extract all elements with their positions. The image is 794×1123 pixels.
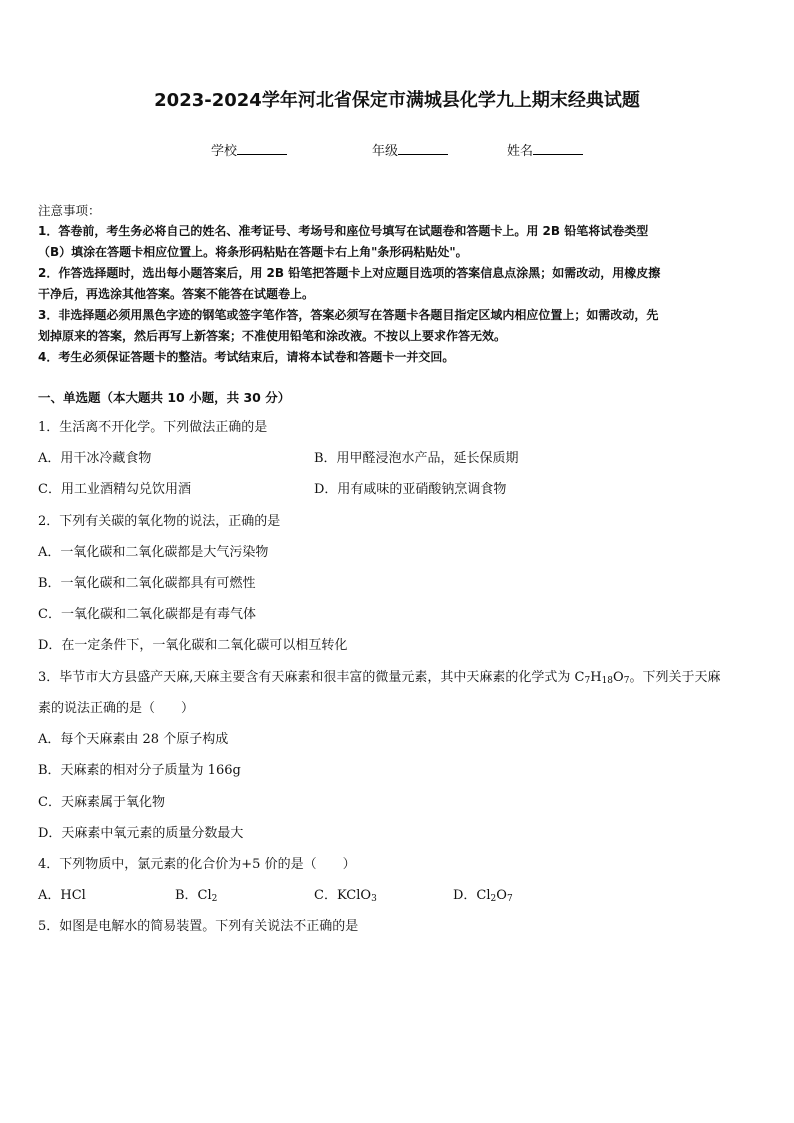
q3-formula [575,670,630,685]
q3-option-b[interactable]: B．天麻素的相对分子质量为 166g [38,763,241,778]
notice-line-6: 划掉原来的答案，然后再写上新答案；不准使用铅笔和涂改液。不按以上要求作答无效。 [38,329,507,343]
formula-o-sub: 7 [623,676,630,686]
q1-stem: 1．生活离不开化学。下列做法正确的是 [38,420,268,435]
q3-stem-line-2: 素的说法正确的是（ ） [38,701,195,716]
q3-option-d[interactable]: D．天麻素中氧元素的质量分数最大 [38,826,244,841]
formula-o: O [613,670,624,685]
q3-option-c[interactable]: C．天麻素属于氧化物 [38,795,165,810]
q4-d-sub2: 7 [506,894,513,904]
q4-option-c[interactable] [314,884,377,903]
q4-d-text: D．Cl [453,888,491,903]
notice-line-2: （B）填涂在答题卡相应位置上。将条形码粘贴在答题卡右上角"条形码粘贴处"。 [38,245,468,259]
q4-d-sub1: 2 [490,894,497,904]
q4-c-sub: 3 [371,894,377,904]
q4-option-b[interactable] [175,884,217,903]
q2-option-c[interactable]: C．一氧化碳和二氧化碳都是有毒气体 [38,607,256,622]
q5-stem: 5．如图是电解水的简易装置。下列有关说法不正确的是 [38,919,359,934]
formula-c-sub: 7 [584,676,591,686]
student-info-row [0,140,794,160]
grade-blank[interactable] [398,142,448,155]
school-field [211,140,287,159]
q2-option-b[interactable]: B．一氧化碳和二氧化碳都具有可燃性 [38,576,256,591]
formula-h-sub: 18 [601,676,614,686]
q1-option-d[interactable]: D．用有咸味的亚硝酸钠烹调食物 [314,482,507,497]
page-title: 2023-2024学年河北省保定市满城县化学九上期末经典试题 [154,90,640,111]
q2-option-a[interactable]: A．一氧化碳和二氧化碳都是大气污染物 [38,545,269,560]
notice-block [38,200,758,368]
school-label: 学校 [211,144,238,159]
q1-option-c[interactable]: C．用工业酒精勾兑饮用酒 [38,482,191,497]
q1-option-a[interactable]: A．用干冰冷藏食物 [38,451,152,466]
q4-d-mid: O [496,888,507,903]
q3-stem-text: 3．毕节市大方县盛产天麻,天麻主要含有天麻素和很丰富的微量元素，其中天麻素的化学式为 [38,670,575,685]
q3-option-a[interactable]: A．每个天麻素由 28 个原子构成 [38,732,229,747]
q4-option-a[interactable]: A．HCl [38,888,86,903]
grade-label: 年级 [372,144,399,159]
notice-line-7: 4．考生必须保证答题卡的整洁。考试结束后，请将本试卷和答题卡一并交回。 [38,350,455,364]
q4-c-text: C．KClO [314,888,372,903]
q4-stem: 4．下列物质中，氯元素的化合价为+5 价的是（ ） [38,857,356,872]
q4-b-text: B．Cl [175,888,212,903]
school-blank[interactable] [237,142,287,155]
grade-field [372,140,448,159]
q3-stem-line-1 [38,666,720,685]
notice-line-4: 干净后，再选涂其他答案。答案不能答在试题卷上。 [38,287,315,301]
q1-option-b[interactable]: B．用甲醛浸泡水产品，延长保质期 [314,451,519,466]
name-blank[interactable] [533,142,583,155]
formula-h: H [590,670,602,685]
q4-b-sub: 2 [211,894,218,904]
q2-stem: 2．下列有关碳的氧化物的说法，正确的是 [38,514,281,529]
notice-line-5: 3．非选择题必须用黑色字迹的钢笔或签字笔作答，答案必须写在答题卡各题目指定区域内相应位置上；如需改动，先 [38,308,659,322]
section-title: 一、单选题（本大题共 10 小题，共 30 分） [38,390,291,405]
notice-line-1: 1．答卷前，考生务必将自己的姓名、准考证号、考场号和座位号填写在试题卷和答题卡上。用 2B 铅笔将试卷类型 [38,224,649,238]
notice-heading: 注意事项： [38,203,101,218]
name-label: 姓名 [507,144,534,159]
formula-c: C [574,670,585,685]
q3-stem-tail: 。下列关于天麻 [629,670,721,685]
notice-line-3: 2．作答选择题时，选出每小题答案后，用 2B 铅笔把答题卡上对应题目选项的答案信息点涂黑；如需改动，用橡皮擦 [38,266,661,280]
q4-option-d[interactable] [453,884,513,903]
name-field [507,140,583,159]
q2-option-d[interactable]: D．在一定条件下，一氧化碳和二氧化碳可以相互转化 [38,638,348,653]
